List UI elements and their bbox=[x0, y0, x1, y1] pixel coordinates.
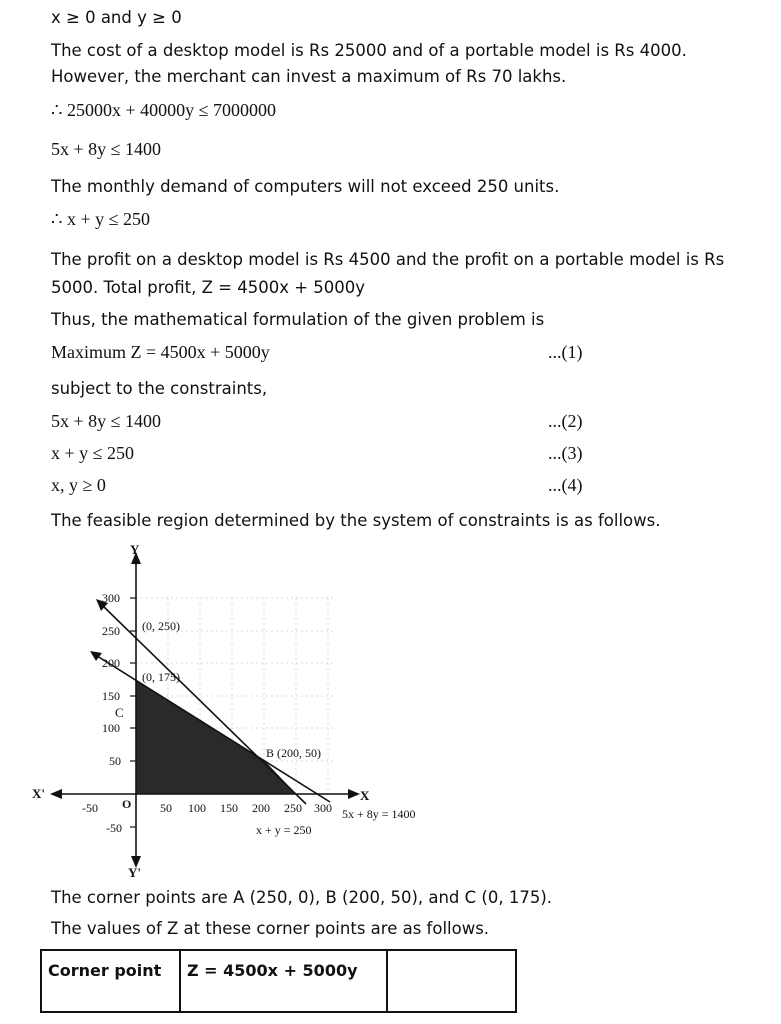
point-label-0-175: (0, 175) bbox=[142, 670, 180, 684]
simplified-inequality: 5x + 8y ≤ 1400 bbox=[51, 139, 162, 159]
equation-number-1: ...(1) bbox=[548, 342, 583, 362]
corner-points-text: The corner points are A (250, 0), B (200, 50), and C (0, 175). bbox=[51, 888, 553, 907]
table-header-row bbox=[41, 950, 516, 1012]
y-tick-250: 250 bbox=[102, 624, 120, 638]
formulation-text: Thus, the mathematical formulation of the given problem is bbox=[51, 310, 545, 329]
investment-inequality: ∴ 25000x + 40000y ≤ 7000000 bbox=[51, 100, 276, 120]
x-axis-label: X bbox=[360, 788, 370, 803]
constraint-2: 5x + 8y ≤ 1400 bbox=[51, 411, 162, 431]
corner-label-c: C bbox=[115, 705, 124, 720]
y-tick-150: 150 bbox=[102, 689, 120, 703]
feasible-region-graph bbox=[30, 540, 450, 880]
x-tick-200: 200 bbox=[252, 801, 270, 815]
investment-text: However, the merchant can invest a maximum of Rs 70 lakhs. bbox=[51, 67, 567, 86]
z-values-text: The values of Z at these corner points are as follows. bbox=[51, 919, 490, 938]
feasible-region-intro: The feasible region determined by the system of constraints is as follows. bbox=[51, 511, 661, 530]
x-tick-50: 50 bbox=[160, 801, 172, 815]
constraint-3: x + y ≤ 250 bbox=[51, 443, 135, 463]
table-header-z: Z = 4500x + 5000y bbox=[180, 950, 387, 1012]
line2-label: x + y = 250 bbox=[256, 823, 312, 837]
line1-arrow bbox=[90, 651, 102, 661]
x-tick-100: 100 bbox=[188, 801, 206, 815]
x-tick-250: 250 bbox=[284, 801, 302, 815]
corner-point-table bbox=[40, 949, 517, 1013]
y-tick-100: 100 bbox=[102, 721, 120, 735]
table-header-corner-point: Corner point bbox=[41, 950, 180, 1012]
nonnegativity-text: x ≥ 0 and y ≥ 0 bbox=[51, 8, 182, 27]
cost-text: The cost of a desktop model is Rs 25000 and of a portable model is Rs 4000. bbox=[51, 41, 687, 60]
objective-function: Maximum Z = 4500x + 5000y bbox=[51, 342, 270, 362]
table-header-empty bbox=[387, 950, 516, 1012]
x-axis-arrow-left bbox=[50, 789, 62, 799]
profit-text-line1: The profit on a desktop model is Rs 4500 and the profit on a portable model is Rs bbox=[51, 250, 725, 269]
constraints-intro: subject to the constraints, bbox=[51, 379, 268, 398]
demand-inequality: ∴ x + y ≤ 250 bbox=[51, 209, 150, 229]
y-tick-300: 300 bbox=[102, 591, 120, 605]
line1-label: 5x + 8y = 1400 bbox=[342, 807, 416, 821]
x-axis-arrow-right bbox=[348, 789, 360, 799]
equation-number-3: ...(3) bbox=[548, 443, 583, 463]
demand-text: The monthly demand of computers will not exceed 250 units. bbox=[51, 177, 560, 196]
point-label-0-250: (0, 250) bbox=[142, 619, 180, 633]
x-tick-150: 150 bbox=[220, 801, 238, 815]
feasible-region bbox=[136, 680, 296, 794]
equation-number-4: ...(4) bbox=[548, 475, 583, 495]
y-axis-label: Y bbox=[130, 542, 140, 557]
origin-label: O bbox=[122, 797, 132, 811]
equation-number-2: ...(2) bbox=[548, 411, 583, 431]
y-tick-200: 200 bbox=[102, 656, 120, 670]
y-tick-50: 50 bbox=[109, 754, 121, 768]
x-tick-neg50: -50 bbox=[82, 801, 98, 815]
corner-label-b: B (200, 50) bbox=[266, 746, 321, 760]
x-axis-neg-label: X' bbox=[32, 786, 45, 801]
profit-text-line2: 5000. Total profit, Z = 4500x + 5000y bbox=[51, 278, 366, 297]
y-axis-neg-label: Y' bbox=[128, 865, 141, 880]
x-tick-300: 300 bbox=[314, 801, 332, 815]
constraint-4: x, y ≥ 0 bbox=[51, 475, 106, 495]
y-tick-neg50: -50 bbox=[106, 821, 122, 835]
